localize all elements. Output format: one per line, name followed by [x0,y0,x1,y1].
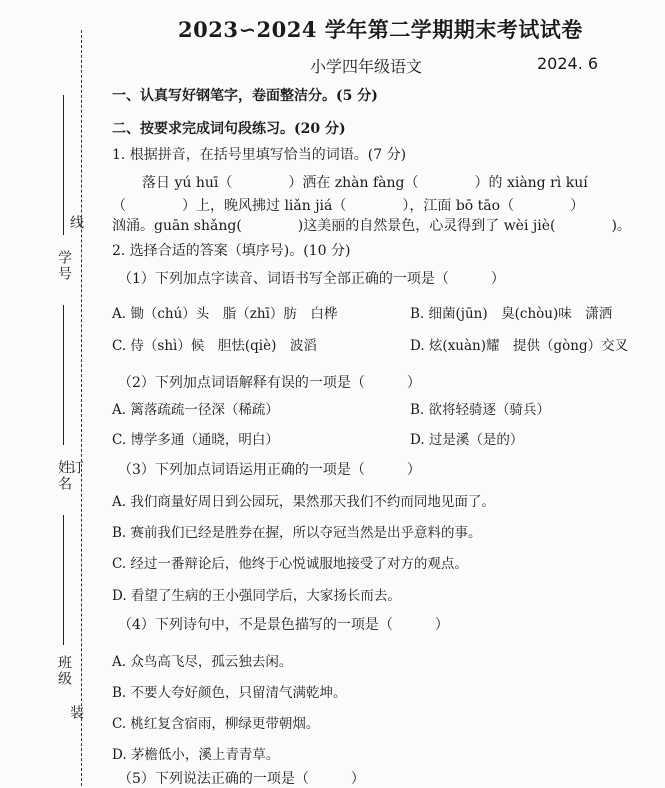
q2-1-option-d: D. 炫(xuàn)耀 提供（gòng）交叉 [410,338,629,354]
section-2-heading: 二、按要求完成词句段练习。(20 分) [112,121,346,137]
q2-2-option-b: B. 欲将轻骑逐（骑兵） [410,402,551,418]
page-title: 2023∽2024 学年第二学期期末考试试卷 [178,17,583,42]
binding-dashed-line [81,30,82,786]
q2-3-option-b: B. 赛前我们已经是胜券在握，所以夺冠当然是出乎意料的事。 [112,525,482,541]
q2-title: 2. 选择合适的答案（填序号)。(10 分) [112,243,351,259]
q2-4-option-a: A. 众鸟高飞尽，孤云独去闲。 [112,654,293,670]
q2-4-option-d: D. 茅檐低小，溪上青青草。 [112,747,280,763]
q2-2-stem: （2）下列加点词语解释有误的一项是（ ） [118,375,421,391]
q2-1-option-c: C. 侍（shì）候 胆怯(qiè) 波滔 [112,338,317,354]
q1-line-1: 落日 yú huī（ ）洒在 zhàn fàng（ ）的 xiàng rì kuí [142,175,588,191]
exam-date: 2024. 6 [537,54,599,73]
q2-4-option-c: C. 桃红复含宿雨，柳绿更带朝烟。 [112,716,320,732]
q2-1-option-a: A. 锄（chú）头 脂（zhī）肪 白桦 [112,306,338,322]
q2-1-stem: （1）下列加点字读音、词语书写全部正确的一项是（ ） [118,271,505,287]
class-label: 班级 [56,655,72,687]
binding-line-char: 线 [68,215,84,231]
name-underline [63,305,64,445]
class-underline [63,515,64,645]
page-subtitle: 小学四年级语文 [310,57,423,76]
q2-4-stem: （4）下列诗句中，不是景色描写的一项是（ ） [118,617,449,633]
section-1-heading: 一、认真写好钢笔字，卷面整洁分。(5 分) [112,88,378,104]
q1-line-3: 汹涌。guān shǎng( )这美丽的自然景色，心灵得到了 wèi jiè( )。 [112,218,631,234]
q2-2-option-a: A. 篱落疏疏一径深（稀疏） [112,402,279,418]
q2-5-stem: （5）下列说法正确的一项是（ ） [118,771,365,787]
q2-2-option-d: D. 过是溪（是的） [410,432,524,448]
q2-3-option-d: D. 看望了生病的王小强同学后，大家扬长而去。 [112,588,401,604]
name-label: 姓名 [56,460,72,492]
q2-3-option-a: A. 我们商量好周日到公园玩，果然那天我们不约而同地见面了。 [112,494,495,510]
q2-1-option-b: B. 细菌(jūn) 臭(chòu)味 潇洒 [410,306,613,322]
q1-title: 1. 根据拼音，在括号里填写恰当的词语。(7 分) [112,147,407,163]
binding-bind-char: 装 [68,705,84,721]
q2-4-option-b: B. 不要人夸好颜色，只留清气满乾坤。 [112,685,347,701]
q1-line-2: （ ）上，晚风拂过 liǎn jiá（ ），江面 bō tāo（ ） [112,198,585,214]
student-id-underline [63,95,64,235]
q2-2-option-c: C. 博学多通（通晓，明白） [112,432,279,448]
binding-staple-char: 订 [68,460,84,476]
q2-3-option-c: C. 经过一番辩论后，他终于心悦诚服地接受了对方的观点。 [112,556,468,572]
q2-3-stem: （3）下列加点词语运用正确的一项是（ ） [118,462,421,478]
student-id-label: 学号 [56,250,72,282]
